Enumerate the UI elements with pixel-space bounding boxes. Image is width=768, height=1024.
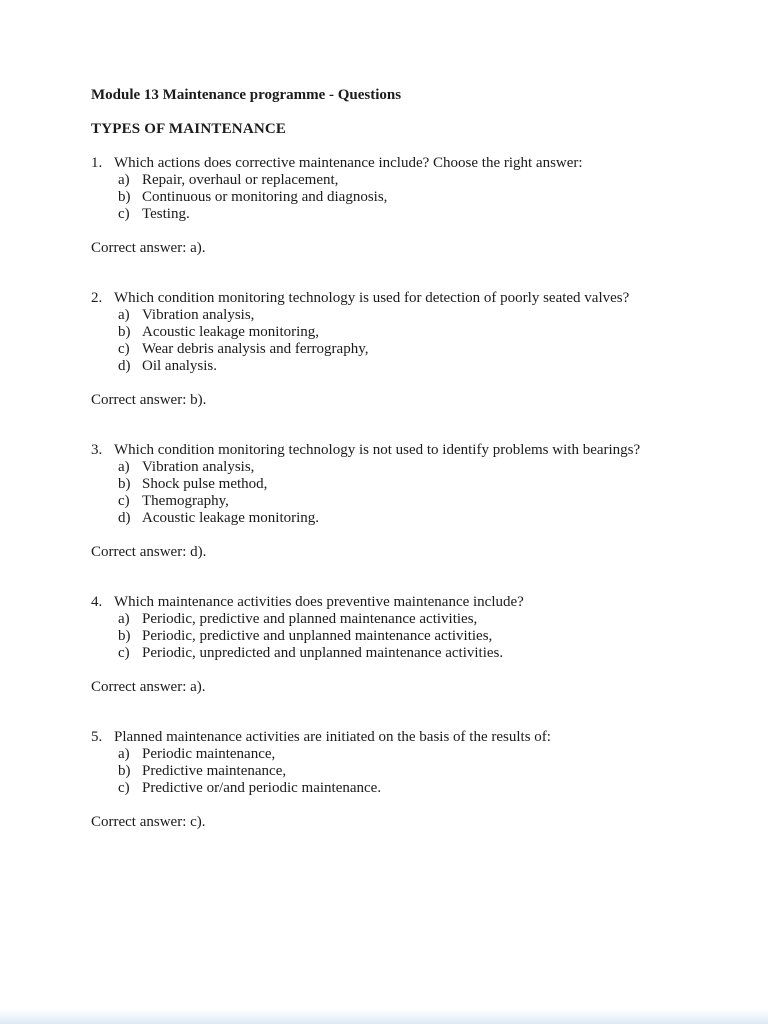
option-text: Testing.	[142, 206, 190, 222]
option-item	[118, 324, 723, 341]
option-item	[118, 510, 723, 527]
question-line	[91, 442, 723, 459]
option-text: Repair, overhaul or replacement,	[142, 172, 339, 188]
option-text: Continuous or monitoring and diagnosis,	[142, 189, 388, 205]
question-line	[91, 290, 723, 307]
option-item	[118, 341, 723, 358]
option-item	[118, 476, 723, 493]
option-text: Vibration analysis,	[142, 459, 255, 475]
correct-answer: Correct answer: a).	[91, 679, 206, 695]
section-heading: TYPES OF MAINTENANCE	[91, 121, 287, 137]
question-line	[91, 155, 723, 172]
option-letter: c)	[118, 645, 130, 661]
option-text: Oil analysis.	[142, 358, 217, 374]
option-text: Periodic, unpredicted and unplanned maintenance activities.	[142, 645, 504, 661]
option-letter: a)	[118, 459, 130, 475]
option-text: Predictive or/and periodic maintenance.	[142, 780, 382, 796]
option-item	[118, 493, 723, 510]
option-letter: b)	[118, 628, 131, 644]
question-number: 4.	[91, 594, 103, 610]
option-text: Themography,	[142, 493, 229, 509]
option-letter: b)	[118, 763, 131, 779]
question-number: 5.	[91, 729, 103, 745]
question-number: 3.	[91, 442, 103, 458]
option-item	[118, 189, 723, 206]
page-bottom-shade	[0, 1009, 768, 1024]
option-item	[118, 172, 723, 189]
question-number: 2.	[91, 290, 103, 306]
question-text: Which actions does corrective maintenance include? Choose the right answer:	[114, 155, 583, 171]
option-text: Vibration analysis,	[142, 307, 255, 323]
option-text: Periodic, predictive and unplanned maintenance activities,	[142, 628, 493, 644]
question-1	[91, 155, 723, 257]
option-letter: c)	[118, 206, 130, 222]
question-number: 1.	[91, 155, 103, 171]
option-item	[118, 206, 723, 223]
question-4	[91, 594, 723, 696]
option-text: Periodic, predictive and planned maintenance activities,	[142, 611, 478, 627]
option-letter: b)	[118, 476, 131, 492]
option-item	[118, 780, 723, 797]
document-content	[91, 87, 723, 831]
correct-answer: Correct answer: a).	[91, 240, 206, 256]
question-2	[91, 290, 723, 409]
question-5	[91, 729, 723, 831]
document-title: Module 13 Maintenance programme - Questions	[91, 87, 402, 103]
option-text: Wear debris analysis and ferrography,	[142, 341, 369, 357]
option-item	[118, 611, 723, 628]
question-text: Which condition monitoring technology is used for detection of poorly seated valves?	[114, 290, 630, 306]
option-item	[118, 459, 723, 476]
option-item	[118, 307, 723, 324]
correct-answer: Correct answer: d).	[91, 544, 207, 560]
option-letter: a)	[118, 746, 130, 762]
correct-answer: Correct answer: b).	[91, 392, 207, 408]
option-letter: a)	[118, 172, 130, 188]
option-letter: c)	[118, 780, 130, 796]
question-text: Which condition monitoring technology is not used to identify problems with bearings?	[114, 442, 641, 458]
option-item	[118, 358, 723, 375]
option-letter: a)	[118, 307, 130, 323]
option-letter: b)	[118, 189, 131, 205]
option-letter: c)	[118, 341, 130, 357]
option-letter: b)	[118, 324, 131, 340]
option-item	[118, 763, 723, 780]
question-text: Planned maintenance activities are initiated on the basis of the results of:	[114, 729, 551, 745]
option-text: Acoustic leakage monitoring.	[142, 510, 320, 526]
option-text: Periodic maintenance,	[142, 746, 276, 762]
option-text: Shock pulse method,	[142, 476, 268, 492]
option-text: Predictive maintenance,	[142, 763, 287, 779]
option-letter: d)	[118, 510, 131, 526]
option-text: Acoustic leakage monitoring,	[142, 324, 320, 340]
question-line	[91, 594, 723, 611]
question-3	[91, 442, 723, 561]
option-letter: c)	[118, 493, 130, 509]
option-item	[118, 645, 723, 662]
option-letter: d)	[118, 358, 131, 374]
option-item	[118, 628, 723, 645]
question-line	[91, 729, 723, 746]
question-text: Which maintenance activities does preventive maintenance include?	[114, 594, 524, 610]
option-item	[118, 746, 723, 763]
option-letter: a)	[118, 611, 130, 627]
correct-answer: Correct answer: c).	[91, 814, 206, 830]
